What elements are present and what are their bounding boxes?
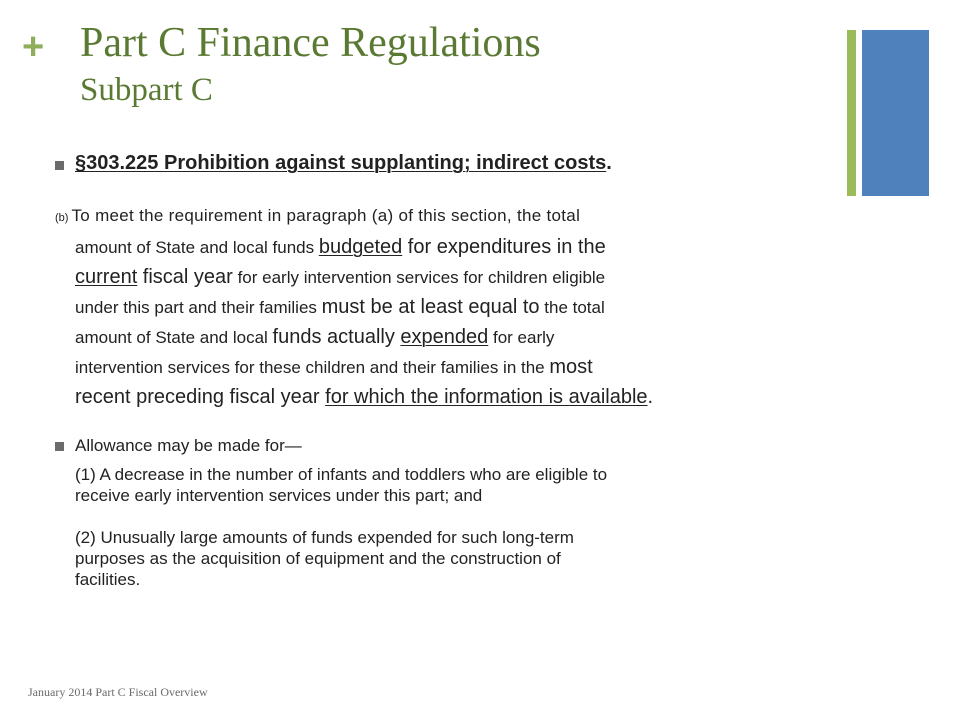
item-line: purposes as the acquisition of equipment and the construction of [75, 549, 561, 568]
title-line-1: Part C Finance Regulations [80, 20, 541, 66]
slide-footer: January 2014 Part C Fiscal Overview [28, 685, 208, 699]
paragraph-line [55, 293, 855, 323]
slide-title [80, 18, 541, 110]
regulation-heading [75, 152, 612, 175]
paragraph-emphasis: current [75, 266, 138, 288]
paragraph-emphasis: for which the information is available [325, 386, 648, 408]
paragraph-text: under this part and their families [75, 298, 322, 317]
item-line: (2) Unusually large amounts of funds expended for such long-term [75, 528, 574, 547]
paragraph-emphasis: funds actually [272, 326, 401, 348]
paragraph-emphasis: recent preceding fiscal year [75, 386, 326, 408]
allowance-item-2 [75, 527, 574, 590]
paragraph-emphasis: must be at least equal to [321, 296, 540, 318]
regulation-paragraph-b [55, 201, 855, 413]
allowance-heading: Allowance may be made for— [75, 436, 302, 455]
item-line: receive early intervention services under this part; and [75, 486, 483, 505]
paragraph-line [55, 353, 855, 383]
paragraph-text: To meet the requirement in paragraph (a) of this section, the total [71, 206, 581, 225]
paragraph-emphasis: most [549, 356, 593, 378]
paragraph-text: amount of State and local [75, 328, 273, 347]
paragraph-text: for early intervention services for children eligible [232, 268, 606, 287]
paragraph-emphasis: . [647, 386, 654, 408]
paragraph-text: intervention services for these children and their families in the [75, 358, 550, 377]
paragraph-line [55, 263, 855, 293]
paragraph-emphasis: for expenditures in the [402, 236, 606, 258]
paragraph-line [55, 233, 855, 263]
regulation-heading-text: §303.225 Prohibition against supplanting; indirect costs [75, 152, 607, 174]
paragraph-line [55, 201, 855, 233]
regulation-heading-period: . [606, 152, 612, 174]
bullet-square [55, 442, 64, 451]
paragraph-emphasis: fiscal year [137, 266, 233, 288]
item-line: (1) A decrease in the number of infants and toddlers who are eligible to [75, 465, 608, 484]
title-line-2: Subpart C [80, 72, 213, 108]
plus-icon: + [22, 26, 45, 68]
allowance-item-1 [75, 464, 607, 506]
item-line: facilities. [75, 570, 141, 589]
accent-bar-blue [862, 30, 929, 196]
paragraph-line [55, 323, 855, 353]
paragraph-emphasis: budgeted [318, 236, 403, 258]
paragraph-label: (b) [55, 212, 72, 224]
paragraph-emphasis: expended [400, 326, 489, 348]
paragraph-text: for early [488, 328, 555, 347]
paragraph-text: the total [539, 298, 605, 317]
bullet-square [55, 161, 64, 170]
paragraph-text: amount of State and local funds [75, 238, 319, 257]
accent-bar-green [847, 30, 856, 196]
paragraph-line [55, 383, 855, 413]
